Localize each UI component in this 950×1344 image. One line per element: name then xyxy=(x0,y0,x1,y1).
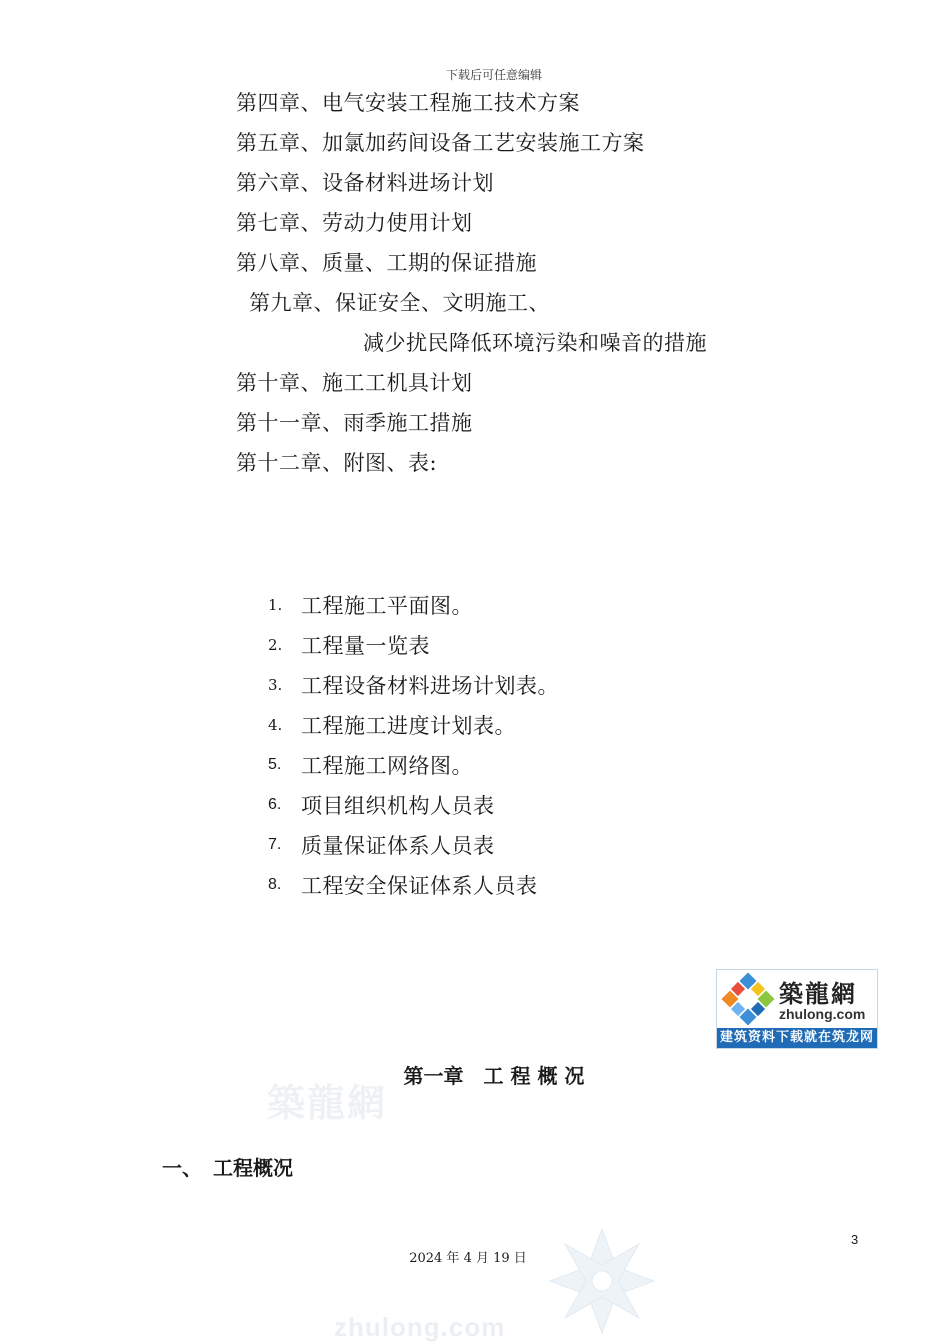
list-number: 8. xyxy=(268,876,282,893)
list-item xyxy=(268,750,473,778)
toc-chapter-9-continued: 减少扰民降低环境污染和噪音的措施 xyxy=(363,331,707,355)
logo-domain: zhulong.com xyxy=(779,1006,866,1022)
toc-chapter-4: 第四章、电气安装工程施工技术方案 xyxy=(236,91,580,115)
logo-slogan: 建筑资料下载就在筑龙网 xyxy=(717,1028,877,1048)
toc-chapter-7: 第七章、劳动力使用计划 xyxy=(236,211,473,235)
list-item xyxy=(268,790,495,818)
list-item xyxy=(268,590,473,618)
toc-chapter-11: 第十一章、雨季施工措施 xyxy=(236,411,473,435)
list-text: 工程安全保证体系人员表 xyxy=(301,874,538,898)
section-number: 一、 xyxy=(162,1156,202,1180)
watermark-domain: zhulong.com xyxy=(334,1312,506,1342)
list-item xyxy=(268,630,430,658)
diamond-mosaic-icon xyxy=(719,971,777,1027)
list-number: 3. xyxy=(268,676,283,694)
zhulong-logo xyxy=(716,969,878,1049)
list-item xyxy=(268,830,495,858)
chapter-name: 工 程 概 况 xyxy=(483,1064,585,1088)
toc-chapter-10: 第十章、施工工机具计划 xyxy=(236,371,473,395)
list-number: 7. xyxy=(268,836,282,853)
footer-date: 2024 年 4 月 19 日 xyxy=(409,1251,527,1266)
list-number: 1. xyxy=(268,596,283,614)
list-number: 4. xyxy=(268,716,283,734)
section-title: 工程概况 xyxy=(213,1156,293,1180)
list-item xyxy=(268,870,538,898)
toc-chapter-9: 第九章、保证安全、文明施工、 xyxy=(249,291,550,315)
toc-chapter-8: 第八章、质量、工期的保证措施 xyxy=(236,251,537,275)
list-item xyxy=(268,710,516,738)
list-item xyxy=(268,670,559,698)
list-number: 5. xyxy=(268,756,282,773)
list-number: 6. xyxy=(268,796,282,813)
list-text: 工程设备材料进场计划表。 xyxy=(301,674,559,698)
toc-chapter-6: 第六章、设备材料进场计划 xyxy=(236,171,494,195)
watermark-logo-text: 築龍網 xyxy=(267,1080,388,1125)
list-text: 项目组织机构人员表 xyxy=(301,794,495,818)
list-text: 工程施工网络图。 xyxy=(301,754,473,778)
list-number: 2. xyxy=(268,636,283,654)
page-number: 3 xyxy=(851,1232,859,1247)
logo-name: 築龍網 xyxy=(779,979,857,1008)
toc-chapter-12: 第十二章、附图、表: xyxy=(236,451,438,475)
chapter-title xyxy=(0,1060,950,1089)
chapter-prefix: 第一章 xyxy=(403,1064,464,1088)
section-heading xyxy=(162,1152,293,1181)
toc-chapter-5: 第五章、加氯加药间设备工艺安装施工方案 xyxy=(236,131,645,155)
list-text: 工程施工进度计划表。 xyxy=(301,714,516,738)
header-note: 下载后可任意编辑 xyxy=(445,68,542,82)
list-text: 质量保证体系人员表 xyxy=(301,834,495,858)
list-text: 工程施工平面图。 xyxy=(301,594,473,618)
watermark-star-icon xyxy=(544,1226,660,1336)
list-text: 工程量一览表 xyxy=(301,634,430,658)
